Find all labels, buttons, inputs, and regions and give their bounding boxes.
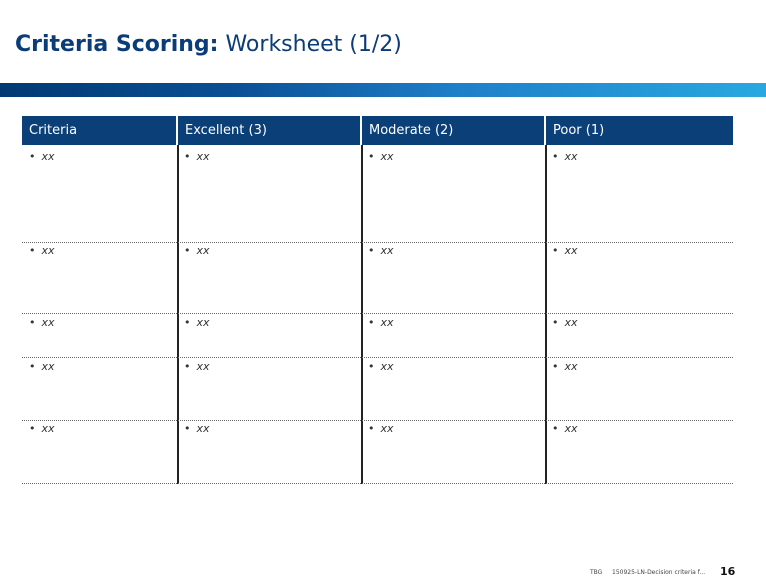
bullet: • — [184, 360, 191, 373]
bullet: • — [29, 422, 36, 435]
bullet: • — [552, 244, 559, 257]
cell-text: xx — [196, 422, 210, 435]
column-divider — [361, 145, 363, 484]
row-divider — [22, 420, 733, 421]
column-divider — [177, 145, 179, 484]
table-cell — [368, 150, 394, 163]
table-cell — [29, 360, 55, 373]
table-cell — [552, 360, 578, 373]
header-moderate: Moderate (2) — [362, 116, 544, 145]
bullet: • — [368, 422, 375, 435]
header-excellent: Excellent (3) — [178, 116, 360, 145]
bullet: • — [552, 150, 559, 163]
row-divider — [22, 483, 733, 484]
cell-text: xx — [41, 422, 55, 435]
cell-text: xx — [196, 244, 210, 257]
header-poor: Poor (1) — [546, 116, 733, 145]
cell-text: xx — [380, 150, 394, 163]
table-cell — [184, 150, 210, 163]
row-divider — [22, 357, 733, 358]
page-number: 16 — [720, 565, 736, 578]
table-cell — [29, 150, 55, 163]
slide-title — [15, 32, 402, 57]
cell-text: xx — [564, 316, 578, 329]
scoring-table — [22, 116, 733, 484]
title-bold: Criteria Scoring: — [15, 32, 219, 57]
cell-text: xx — [41, 316, 55, 329]
title-rest: Worksheet (1/2) — [225, 32, 402, 57]
bullet: • — [29, 360, 36, 373]
table-cell — [184, 316, 210, 329]
table-cell — [368, 316, 394, 329]
table-cell — [552, 316, 578, 329]
row-divider — [22, 313, 733, 314]
bullet: • — [184, 316, 191, 329]
table-cell — [368, 360, 394, 373]
cell-text: xx — [196, 150, 210, 163]
table-cell — [368, 244, 394, 257]
column-divider — [545, 145, 547, 484]
cell-text: xx — [380, 244, 394, 257]
cell-text: xx — [380, 316, 394, 329]
table-cell — [552, 422, 578, 435]
bullet: • — [184, 244, 191, 257]
bullet: • — [368, 360, 375, 373]
table-cell — [552, 244, 578, 257]
cell-text: xx — [380, 422, 394, 435]
bullet: • — [368, 316, 375, 329]
cell-text: xx — [564, 244, 578, 257]
cell-text: xx — [196, 360, 210, 373]
bullet: • — [29, 244, 36, 257]
table-cell — [368, 422, 394, 435]
cell-text: xx — [196, 316, 210, 329]
bullet: • — [552, 422, 559, 435]
cell-text: xx — [564, 150, 578, 163]
footer-source: TBG — [590, 569, 603, 576]
table-cell — [184, 422, 210, 435]
table-cell — [552, 150, 578, 163]
row-divider — [22, 242, 733, 243]
bullet: • — [29, 150, 36, 163]
cell-text: xx — [41, 360, 55, 373]
bullet: • — [184, 150, 191, 163]
bullet: • — [552, 316, 559, 329]
cell-text: xx — [41, 244, 55, 257]
bullet: • — [368, 244, 375, 257]
header-band — [0, 83, 766, 97]
table-cell — [29, 244, 55, 257]
cell-text: xx — [380, 360, 394, 373]
cell-text: xx — [564, 422, 578, 435]
bullet: • — [184, 422, 191, 435]
table-cell — [29, 422, 55, 435]
table-cell — [184, 244, 210, 257]
bullet: • — [368, 150, 375, 163]
bullet: • — [552, 360, 559, 373]
header-criteria: Criteria — [22, 116, 176, 145]
footer-document-name: 150925-LN-Decision criteria f... — [612, 569, 706, 576]
cell-text: xx — [564, 360, 578, 373]
bullet: • — [29, 316, 36, 329]
cell-text: xx — [41, 150, 55, 163]
table-cell — [29, 316, 55, 329]
table-cell — [184, 360, 210, 373]
